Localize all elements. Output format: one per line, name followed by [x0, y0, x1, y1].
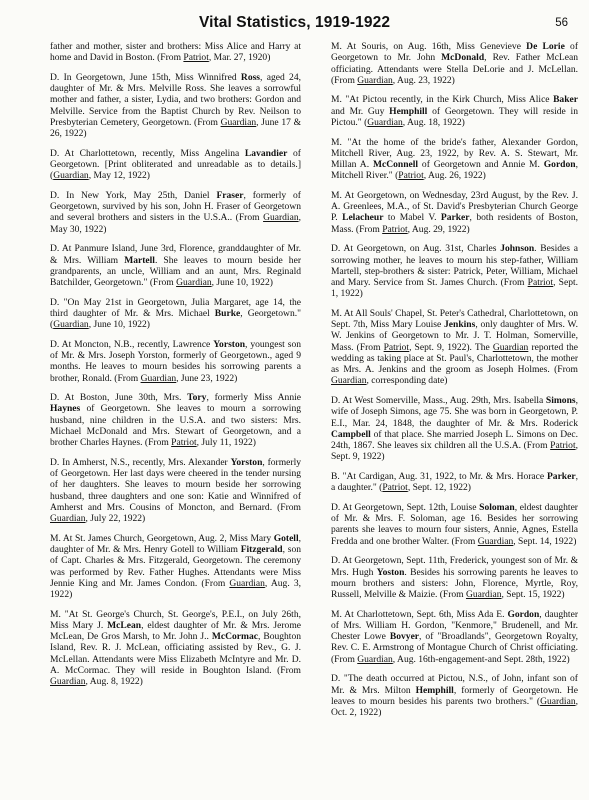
right-column [331, 41, 578, 727]
surname: Simons [545, 395, 576, 407]
record-entry [331, 673, 578, 718]
surname: McConnell [372, 159, 419, 171]
entry-text: , wife of Joseph Simons, age 75. She was born in Georgetown, P. E.I., Mar. 24, 1848, the daughter of Mr. & Mrs. Roderick [331, 395, 578, 429]
entry-text: D. "On May 21st in Georgetown, Julia Margaret, age 14, the third daughter of Mr. & Mrs. Michael [50, 296, 301, 319]
entry-text: D. In New York, May 25th, Daniel [50, 189, 217, 201]
entry-text: D. In Amherst, N.S., recently, Mrs. Alexander [50, 456, 231, 468]
surname: Fitzgerald [240, 544, 283, 556]
entry-text: , son of Capt. Charles & Mrs. Fitzgerald, Georgetown. The ceremony was performed by Rev. Father Hughes. Attendants were Miss Jennie King and Mr. James Condon. (From [50, 544, 301, 589]
entry-text: , June 10, 1922) [88, 319, 150, 331]
entry-text: , eldest daughter of Mr. & Mrs. Jerome McLean, De Gros Marsh, to Mr. John J.. [50, 619, 301, 643]
surname: Fraser [216, 189, 244, 201]
surname: Soloman [479, 501, 515, 513]
source-name: Guardian [357, 74, 393, 86]
entry-text: D. At Boston, June 30th, Mrs. [50, 392, 188, 404]
entry-text: D. At West Somerville, Mass., Aug. 29th, Mrs. Isabella [331, 395, 546, 407]
surname: Parker [546, 470, 576, 482]
entry-text: M. At Georgetown, on Wednesday, 23rd August, by the Rev. J. A. Greenlees, M.A., of St. David's Presbyterian Church George P. [331, 189, 578, 224]
surname: McLean [107, 619, 142, 631]
entry-text: , daughter of Mrs. William H. Gordon, "Kenmore," Brudenell, and Mr. Chester Lowe [331, 608, 578, 643]
entry-text: , Sept. 12, 1922) [407, 482, 471, 494]
entry-text: , of "Broadlands", Georgetown Royalty, Rev. C. E. Armstrong of Montague Church of Christ officiating. (From [331, 631, 578, 665]
surname: Martell [124, 254, 155, 266]
entry-text: M. "At Pictou recently, in the Kirk Church, Miss Alice [331, 94, 554, 106]
record-entry [50, 72, 301, 140]
source-name: Guardian [477, 535, 514, 547]
entry-text: , Sept. 14, 1922) [513, 535, 577, 547]
record-entry [50, 392, 301, 448]
entry-text: , Sept. 9, 1922). The [409, 341, 493, 353]
source-name: Guardian [53, 170, 89, 182]
entry-text: M. "At St. George's Church, St. George's, P.E.I., on July 26th, Miss Mary J. [50, 608, 301, 631]
record-entry [50, 243, 301, 288]
entry-text: , July 11, 1922) [196, 437, 256, 449]
surname: Yoston [376, 566, 405, 578]
entry-text: , Aug. 8, 1922) [85, 676, 143, 688]
entry-text: , June 10, 1922) [211, 277, 273, 289]
record-entry [50, 297, 301, 331]
entry-text: , June 17 & 26, 1922) [50, 116, 301, 140]
entry-text: , Aug. 26, 1922) [423, 170, 486, 182]
entry-text: , Mar. 27, 1920) [208, 52, 271, 64]
record-entry [331, 41, 578, 86]
entry-text: . Besides his sorrowing parents he leaves to mourn brothers and sisters: John, Florence, Myrtle, Roy, Russell, Melville & Maizie. (From [331, 566, 578, 601]
surname: Hemphill [389, 105, 428, 117]
entry-text: , July 22, 1922) [85, 513, 146, 525]
entry-text: , Aug. 23, 1922) [392, 74, 455, 86]
entry-text: , Mitchell River." ( [331, 159, 578, 182]
surname: Campbell [331, 428, 371, 440]
entry-text: , a daughter." ( [331, 470, 578, 494]
surname: Lavandier [244, 147, 288, 159]
entry-text: D. In Georgetown, June 15th, Miss Winnifred [50, 71, 241, 83]
record-entry [50, 533, 301, 601]
source-name: Patriot [171, 437, 197, 449]
record-entry [50, 339, 301, 384]
entry-text: , Boughton Island, Rev. R. J. McLean, officiating assisted by Rev., G. J. McLellan. Attendants were Miss Elizabeth McIntyre and Mr. D. A. McCormac. They will reside in Boughton Island. (From [50, 631, 301, 676]
entry-text: D. At Georgetown, Sept. 12th, Louise [331, 501, 480, 513]
source-name: Guardian [50, 676, 86, 688]
entry-text: , formerly Miss Annie [206, 392, 301, 404]
entry-text: D. At Panmure Island, June 3rd, Florence, granddaughter of Mr. & Mrs. William [50, 243, 301, 266]
surname: Burke [214, 307, 241, 319]
entry-text: B. "At Cardigan, Aug. 31, 1922, to Mr. & Mrs. Horace [331, 470, 547, 482]
left-column [50, 41, 301, 696]
record-entry [331, 471, 578, 494]
source-name: Guardian [176, 277, 212, 289]
surname: Hemphill [415, 684, 454, 696]
entry-text: M. At St. James Church, Georgetown, Aug. 2, Miss Mary [50, 532, 274, 544]
entry-text: . Besides a sorrowing mother, he leaves to mourn his step-father, William Martell, step-brothers & sister: Patrick, Peter, William, Michael and Mary. Service from St. James Church. (From [331, 243, 578, 289]
entry-text: and Mr. Guy [331, 105, 390, 117]
surname: McDonald [441, 52, 485, 64]
record-entry [50, 190, 301, 235]
source-name: Guardian [220, 116, 257, 128]
entry-text: M. "At the home of the bride's father, Alexander Gordon, Mitchell River, Aug. 23, 1922, by Rev. A. S. Stewart, Mr. Millan A. [331, 136, 578, 171]
entry-text: of Georgetown to Mr. John [331, 41, 579, 64]
source-name: Guardian [263, 212, 299, 224]
source-name: Guardian [357, 653, 393, 665]
record-entry [331, 308, 578, 387]
record-entry [331, 502, 578, 547]
entry-text: , Rev. Father McLean officiating. Attendants were Stella DeLorie and J. McLellan. (From [331, 52, 578, 86]
entry-text: . She leaves to mourn beside her grandparents, an uncle, William and an aunt, Mrs. Reginald Batchilder, Georgetown." (From [50, 254, 301, 289]
source-name: Guardian [492, 341, 529, 353]
record-entry [331, 243, 578, 299]
surname: Lelacheur [342, 212, 384, 224]
entry-text: of Georgetown and Annie M. [418, 159, 544, 171]
entry-text: of that place. She married Joseph L. Simons on Dec. 24th, 1867. She leaves six children all the U.S.A. (From [331, 428, 578, 452]
surname: McCormac [211, 631, 258, 643]
entry-text: , daughter of Mr. & Mrs. Henry Gotell to William [50, 532, 301, 556]
entry-text: , Sept. 15, 1922) [501, 589, 565, 601]
entry-text: reported the wedding as taking place at St. Paul's, Charlottetown, the mother as Mrs. A. Jenkins and the groom as Joseph Holmes. (From [331, 341, 579, 376]
surname: Jenkins [444, 319, 476, 331]
entry-text: to Mabel V. [383, 212, 441, 224]
entry-text: , formerly of Georgetown, survived by his son, John H. Fraser of Georgetown and several brothers and sisters in the U.S.A.. (From [50, 189, 301, 224]
source-name: Guardian [540, 695, 576, 707]
record-entry [331, 137, 578, 182]
source-name: Patriot [383, 341, 410, 353]
entry-text: M. At Charlottetown, Sept. 6th, Miss Ada E. [331, 608, 508, 620]
entry-text: D. At Georgetown, on Aug. 31st, Charles [331, 243, 501, 255]
entry-text: , formerly of Georgetown. Her last days were cheered in the tender nursing of her daughters. She leaves to mourn beside her sorrowing husband, three daughters and one son: Katie and Winnifred of Amherst and Mrs. Cousins of Moncton, and Bernard. (From [50, 456, 301, 513]
entry-text: , June 23, 1922) [176, 372, 238, 384]
entry-text: , May 12, 1922) [88, 170, 150, 182]
surname: Ross [240, 71, 261, 83]
record-entry [50, 457, 301, 525]
entry-text: , Aug. 16th-engagement-and Sept. 28th, 1922) [392, 653, 570, 665]
entry-text: , Aug. 29, 1922) [407, 223, 470, 235]
page-title: Vital Statistics, 1919-1922 [198, 14, 391, 31]
record-entry [331, 94, 578, 128]
entry-text: D. At Moncton, N.B., recently, Lawrence [50, 338, 214, 350]
source-name: Guardian [367, 116, 403, 128]
entry-text: , Sept. 1, 1922) [331, 277, 579, 300]
entry-text: , Georgetown." ( [50, 307, 302, 331]
source-name: Patriot [382, 223, 408, 235]
entry-text: D. "The death occurred at Pictou, N.S., of John, infant son of Mr. & Mrs. Milton [331, 673, 578, 696]
entry-text: , May 30, 1922) [50, 212, 301, 235]
entry-text: of Georgetown. They will reside in Pictou." ( [331, 105, 578, 128]
surname: Gordon [543, 159, 576, 171]
entry-text: , formerly of Georgetown. He leaves to mourn besides his parents two brothers." ( [331, 684, 579, 707]
record-entry [331, 609, 578, 665]
source-name: Patriot [398, 170, 424, 182]
entry-text: of Georgetown. [Print obliterated and unreadable as to details.] ( [50, 147, 301, 182]
source-name: Patriot [382, 482, 408, 494]
surname: Yorston [230, 456, 263, 468]
surname: Baker [553, 94, 578, 106]
entry-text: , only daughter of Mrs. W. W. Jenkins of Georgetown to Mr. J. T. Holman, Somerville, Mass. (From [331, 319, 578, 353]
entry-text: , aged 24, daughter of Mr. & Mrs. Melville Ross. She leaves a sorrowful mother and father, a sister, Lydia, and two brothers: Gordon and Melville. Service from the Baptist Church by Rev. Neilson to Presbyterian Cemetery, Georgetown. (From [50, 71, 301, 128]
surname: Gotell [273, 532, 299, 544]
record-entry [331, 190, 578, 235]
surname: Gordon [507, 608, 540, 620]
source-name: Guardian [465, 589, 502, 601]
entry-text: D. At Charlottetown, recently, Miss Angelina [50, 147, 245, 159]
entry-text: , eldest daughter of Mr. & Mrs. F. Soloman, age 16. Besides her sorrowing parents she leaves to mourn four sisters, Annie, Agnes, Estella Fredda and one brother Walter. (From [331, 501, 578, 547]
record-entry [50, 609, 301, 688]
source-name: Patriot [527, 277, 554, 289]
entry-text: , youngest son of Mr. & Mrs. Joseph Yorston, formerly of Georgetown., aged 9 months. He leaves to mourn besides his sorrowing parents a brother, Ronald. (From [50, 338, 301, 384]
source-name: Guardian [229, 577, 265, 589]
source-name: Guardian [140, 372, 177, 384]
entry-text: father and mother, sister and brothers: Miss Alice and Harry at home and David in Boston. (From [50, 41, 301, 64]
entry-text: D. At Georgetown, Sept. 11th, Frederick, youngest son of Mr. & Mrs. Hugh [331, 555, 578, 578]
entry-text: , Aug. 18, 1922) [402, 116, 465, 128]
surname: Yorston [213, 338, 246, 350]
record-entry [331, 395, 578, 463]
surname: Parker [440, 212, 470, 224]
record-entry [50, 148, 301, 182]
record-entry [50, 41, 301, 64]
surname: Tory [187, 392, 207, 404]
source-name: Guardian [50, 513, 86, 525]
entry-text: , Sept. 9, 1922) [331, 440, 578, 463]
source-name: Guardian [53, 319, 89, 331]
entry-text: , Aug. 3, 1922) [50, 577, 301, 601]
source-name: Guardian [331, 375, 367, 387]
surname: De Lorie [526, 41, 565, 52]
entry-text: , corresponding date) [366, 375, 448, 387]
source-name: Patriot [183, 52, 209, 64]
record-entry [331, 555, 578, 600]
surname: Johnson [500, 243, 535, 255]
entry-text: , Oct. 2, 1922) [331, 695, 578, 719]
source-name: Patriot [550, 440, 576, 452]
surname: Bovyer [389, 631, 420, 643]
entry-text: M. At Souris, on Aug. 16th, Miss Genevieve [331, 41, 527, 52]
entry-text: M. At All Souls' Chapel, St. Peter's Cathedral, Charlottetown, on Sept. 7th, Miss Mary Louise [331, 307, 578, 331]
page-number: 56 [555, 17, 568, 29]
entry-text: , both residents of Boston, Mass. (From [331, 212, 578, 235]
entry-text: of Georgetown. She leaves to mourn a sorrowing husband, nine children in the U.S.A. and two sisters: Mrs. Michael McDonald and Mrs. Stewart of Georgetown, and a brother Charles Haynes. (From [50, 403, 301, 449]
page-header [0, 0, 589, 44]
surname: Haynes [50, 403, 81, 415]
